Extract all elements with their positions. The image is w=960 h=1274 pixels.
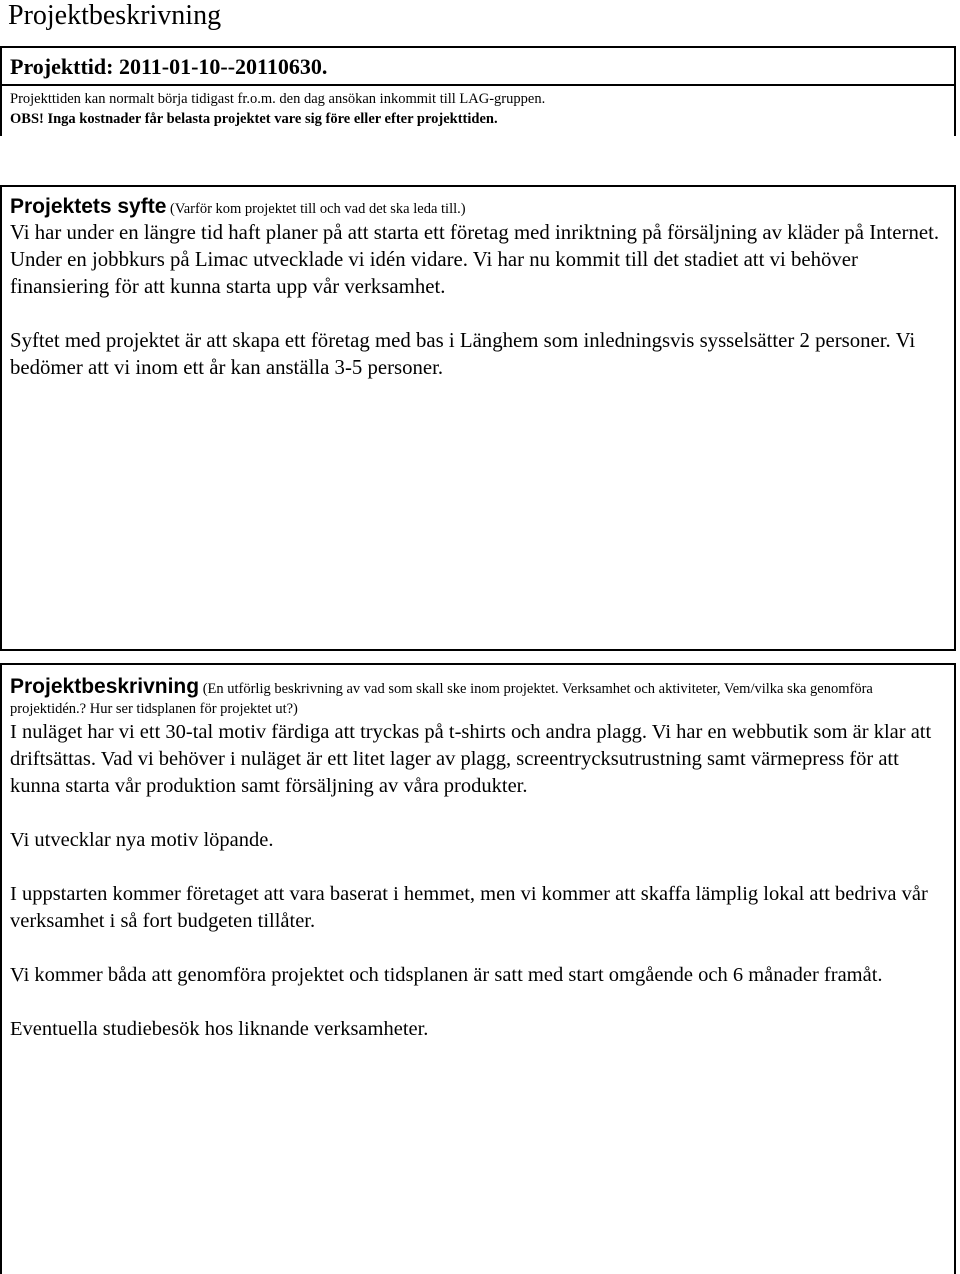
beskrivning-paragraph-3: I uppstarten kommer företaget att vara baserat i hemmet, men vi kommer att skaffa lämplig lokal att bedriva vår verksamhet i så fort budgeten tillåter.	[10, 883, 928, 932]
beskrivning-paragraph-5: Eventuella studiebesök hos liknande verksamheter.	[10, 1018, 429, 1040]
beskrivning-header	[10, 677, 946, 719]
projekttid-box	[0, 46, 956, 136]
syfte-paragraph-1: Vi har under en längre tid haft planer på att starta ett företag med inriktning på försäljning av kläder på Internet. Under en jobbkurs på Limac utvecklade vi idén vidare. Vi har nu kommit till det stadiet att vi behöver finansiering för att kunna starta upp vår verksamhet.	[10, 221, 940, 298]
syfte-paragraph-2: Syftet med projektet är att skapa ett företag med bas i Länghem som inledningsvis sysselsätter 2 personer. Vi bedömer att vi inom ett år kan anställa 3-5 personer.	[10, 329, 916, 379]
syfte-header	[10, 197, 946, 219]
beskrivning-paragraph-1: I nuläget har vi ett 30-tal motiv färdiga att tryckas på t-shirts och andra plagg. Vi har en webbutik som är klar att driftsättas. Vad vi behöver i nuläget är ett litet lager av plagg, screentrycksutrustning samt värmepress för att kunna starta vår produktion samt försäljning av våra produkter.	[10, 721, 932, 797]
syfte-section	[0, 185, 956, 651]
syfte-heading: Projektets syfte	[10, 195, 167, 218]
projekttid-heading: Projekttid: 2011-01-10--20110630.	[2, 48, 954, 86]
projekttid-note: Projekttiden kan normalt börja tidigast fr.o.m. den dag ansökan inkommit till LAG-gruppen.	[10, 91, 546, 107]
syfte-hint: (Varför kom projektet till och vad det ska leda till.)	[170, 201, 466, 217]
page-title: Projektbeskrivning	[8, 0, 222, 31]
beskrivning-paragraph-2: Vi utvecklar nya motiv löpande.	[10, 829, 274, 851]
beskrivning-hint: (En utförlig beskrivning av vad som skall ske inom projektet. Verksamhet och aktiviteter, Vem/vilka ska genomföra projektidén.? Hur ser tidsplanen för projektet ut?)	[10, 681, 873, 717]
beskrivning-heading: Projektbeskrivning	[10, 675, 200, 698]
projekttid-obs-note: OBS! Inga kostnader får belasta projektet vare sig före eller efter projekttiden.	[10, 111, 498, 127]
beskrivning-paragraph-4: Vi kommer båda att genomföra projektet och tidsplanen är satt med start omgående och 6 månader framåt.	[10, 964, 883, 986]
projekttid-notes	[2, 86, 954, 129]
beskrivning-section	[0, 663, 956, 1274]
